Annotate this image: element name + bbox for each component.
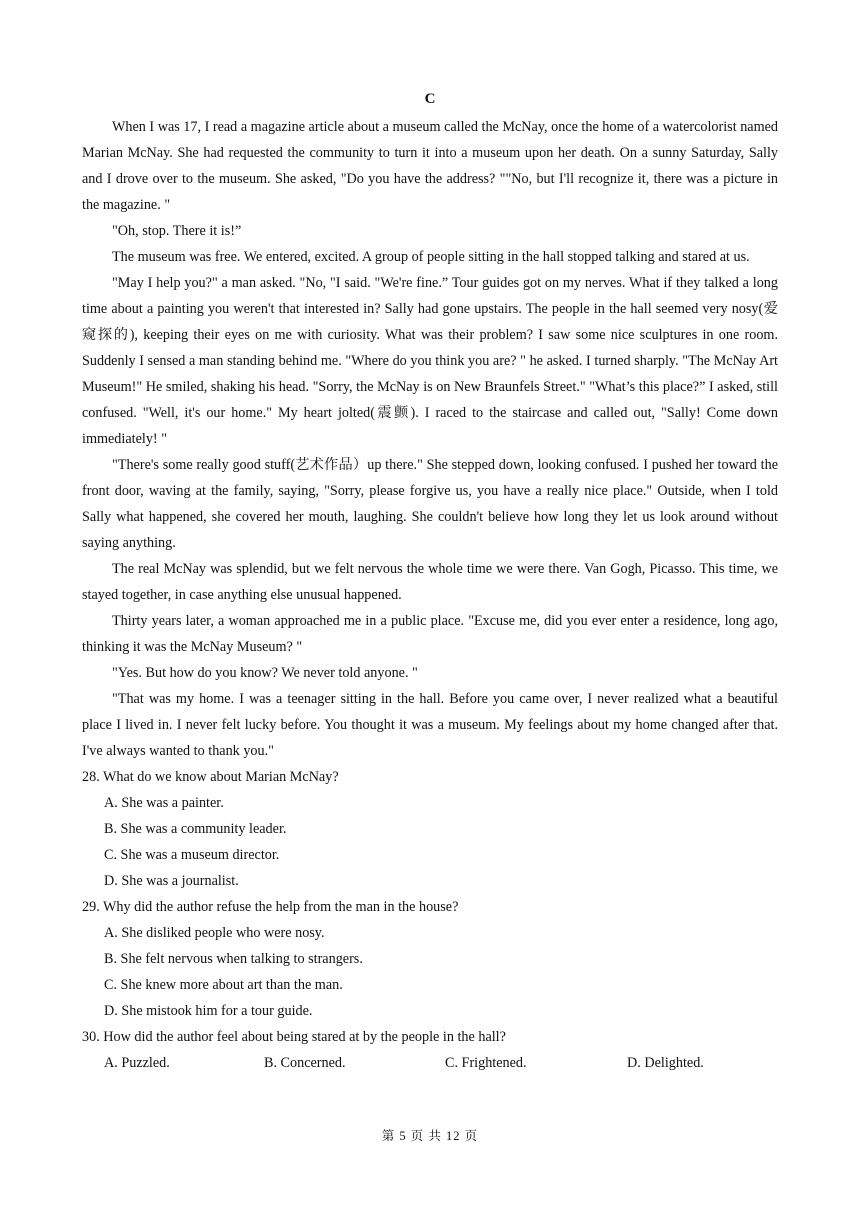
question-30 bbox=[82, 1024, 778, 1076]
options-row bbox=[104, 1050, 778, 1076]
option-c: C. Frightened. bbox=[445, 1055, 527, 1071]
question-29 bbox=[82, 894, 778, 1024]
document-page bbox=[82, 88, 778, 1076]
option-d: D. She mistook him for a tour guide. bbox=[104, 1003, 313, 1019]
option-b: B. Concerned. bbox=[264, 1055, 346, 1071]
paragraph: "Oh, stop. There it is!” bbox=[112, 223, 242, 239]
question-stem: 30. How did the author feel about being stared at by the people in the hall? bbox=[82, 1029, 506, 1045]
paragraph: When I was 17, I read a magazine article about a museum called the McNay, once the home of a watercolorist named Marian McNay. She had requested the community to turn it into a museum upon her death. On a sunny Saturday, Sally and I drove over to the museum. She asked, "Do you have the address? ""No, but I'll recognize it, there was a picture in the magazine. " bbox=[82, 119, 779, 213]
option-a: A. Puzzled. bbox=[104, 1055, 170, 1071]
paragraph: "Yes. But how do you know? We never told anyone. " bbox=[112, 665, 418, 681]
page-footer: 第 5 页 共 12 页 bbox=[381, 1129, 479, 1143]
option-c: C. She knew more about art than the man. bbox=[104, 977, 343, 993]
question-28 bbox=[82, 764, 778, 894]
paragraph: "That was my home. I was a teenager sitting in the hall. Before you came over, I never realized what a beautiful place I lived in. I never felt lucky before. You thought it was a museum. My feelings about my home changed after that. I've always wanted to thank you." bbox=[82, 691, 778, 759]
option-a: A. She was a painter. bbox=[104, 795, 224, 811]
option-d: D. Delighted. bbox=[627, 1055, 704, 1071]
option-d: D. She was a journalist. bbox=[104, 873, 239, 889]
questions bbox=[82, 764, 778, 1076]
paragraph: Thirty years later, a woman approached me in a public place. "Excuse me, did you ever enter a residence, long ago, thinking it was the McNay Museum? " bbox=[82, 613, 778, 655]
passage bbox=[82, 114, 778, 764]
question-stem: 29. Why did the author refuse the help from the man in the house? bbox=[82, 899, 459, 915]
question-stem: 28. What do we know about Marian McNay? bbox=[82, 769, 339, 785]
paragraph: The real McNay was splendid, but we felt nervous the whole time we were there. Van Gogh, Picasso. This time, we stayed together, in case anything else unusual happened. bbox=[82, 561, 778, 603]
option-b: B. She was a community leader. bbox=[104, 821, 287, 837]
option-a: A. She disliked people who were nosy. bbox=[104, 925, 325, 941]
option-b: B. She felt nervous when talking to strangers. bbox=[104, 951, 363, 967]
paragraph: "May I help you?" a man asked. "No, "I said. "We're fine.” Tour guides got on my nerves. What if they talked a long time about a painting you weren't that interested in? Sally had gone upstairs. The people in the hall seemed very nosy(爱窥探的), keeping their eyes on me with curiosity. What was their problem? I saw some nice sculptures in one room. Suddenly I sensed a man standing behind me. "Where do you think you are? " he asked. I turned sharply. "The McNay Art Museum!" He smiled, shaking his head. "Sorry, the McNay is on New Braunfels Street." "What’s this place?” I asked, still confused. "Well, it's our home." My heart jolted(震颤). I raced to the staircase and called out, "Sally! Come down immediately! " bbox=[82, 275, 778, 447]
paragraph: "There's some really good stuff(艺术作品）up there." She stepped down, looking confused. I pushed her toward the front door, waving at the family, saying, "Sorry, please forgive us, you have a really nice place." Outside, when I told Sally what happened, she covered her mouth, laughing. She couldn't believe how long they let us look around without saying anything. bbox=[82, 457, 778, 551]
section-title: C bbox=[424, 91, 436, 107]
option-c: C. She was a museum director. bbox=[104, 847, 280, 863]
paragraph: The museum was free. We entered, excited. A group of people sitting in the hall stopped talking and stared at us. bbox=[112, 249, 750, 265]
